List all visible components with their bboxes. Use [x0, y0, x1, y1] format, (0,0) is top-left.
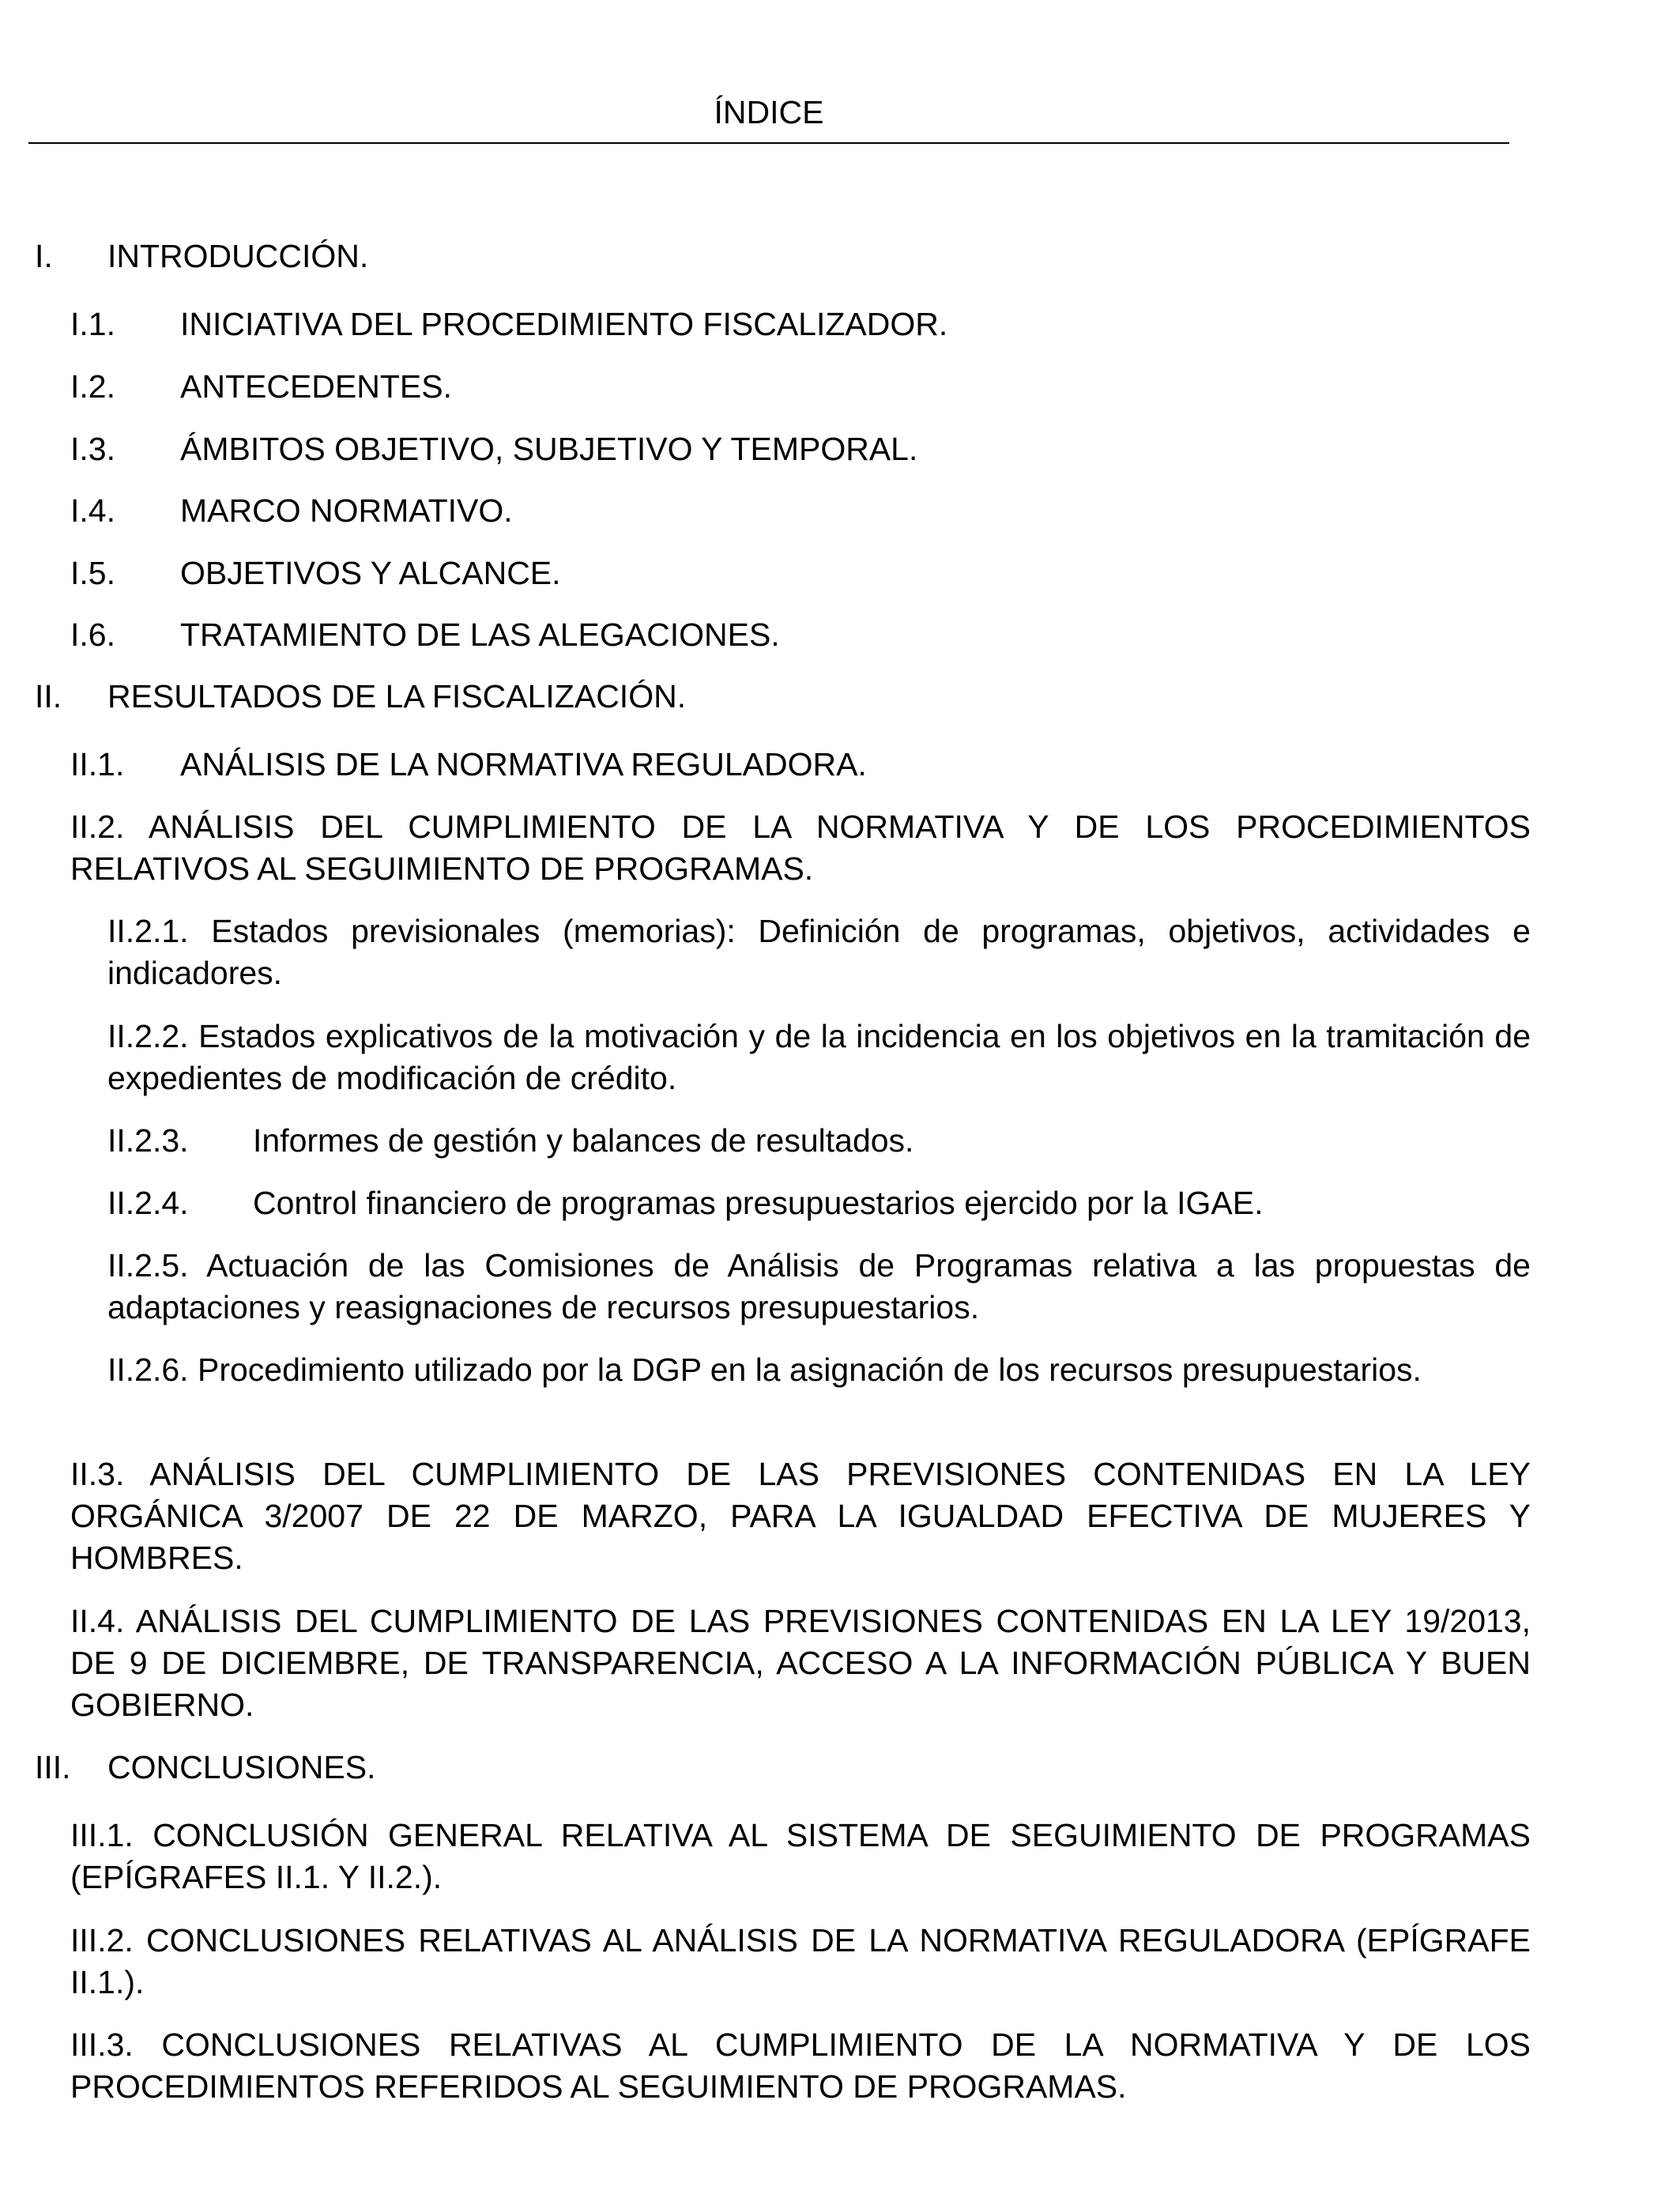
toc-entry-number: I.1. — [70, 306, 115, 342]
toc-entry-i-3[interactable] — [70, 428, 1531, 470]
toc-entry-ii-2-4[interactable] — [107, 1182, 1531, 1224]
toc-entry-ii-2[interactable] — [70, 806, 1531, 890]
page-title: ÍNDICE — [714, 94, 824, 130]
toc-entry-ii-2-1[interactable] — [107, 910, 1531, 994]
toc-entry-number: II.4. — [70, 1603, 125, 1639]
toc-entry-title: ANÁLISIS DE LA NORMATIVA REGULADORA. — [180, 746, 867, 782]
toc-entry-number: I.3. — [70, 431, 115, 467]
toc-entry-title: INICIATIVA DEL PROCEDIMIENTO FISCALIZADOR. — [180, 306, 948, 342]
toc-entry-title: Actuación de las Comisiones de Análisis de Programas relativa a las propuestas de adaptaciones y reasignaciones de recursos presupuestarios. — [107, 1247, 1531, 1325]
toc-entry-ii-2-3[interactable] — [107, 1120, 1531, 1162]
toc-entry-number: II.2.1. — [107, 913, 189, 949]
toc-entry-i-5[interactable] — [70, 552, 1531, 594]
toc-entry-number: I. — [35, 238, 53, 274]
toc-entry-title: CONCLUSIONES. — [107, 1749, 376, 1785]
toc-entry-i-4[interactable] — [70, 490, 1531, 532]
toc-entry-number: II.2. — [70, 809, 125, 845]
toc-entry-ii-1[interactable] — [70, 744, 1531, 786]
toc-entry-number: III. — [35, 1749, 71, 1785]
toc-entry-title: TRATAMIENTO DE LAS ALEGACIONES. — [180, 616, 780, 653]
toc-entry-i-2[interactable] — [70, 366, 1531, 408]
toc-entry-title: MARCO NORMATIVO. — [180, 492, 513, 529]
toc-entry-number: II.3. — [70, 1456, 125, 1492]
toc-entry-ii-2-5[interactable] — [107, 1245, 1531, 1329]
toc-entry-number: III.1. — [70, 1817, 134, 1853]
toc-entry-number: II.2.4. — [107, 1185, 189, 1221]
toc-entry-number: II.1. — [70, 746, 125, 782]
toc-entry-title: ANÁLISIS DEL CUMPLIMIENTO DE LAS PREVISIONES CONTENIDAS EN LA LEY ORGÁNICA 3/2007 DE 22 DE MARZO, PARA LA IGUALDAD EFECTIVA DE MUJERES Y HOMBRES. — [70, 1456, 1531, 1576]
toc-entry-conclusiones[interactable] — [35, 1747, 1528, 1789]
toc-entry-title: CONCLUSIONES RELATIVAS AL CUMPLIMIENTO DE LA NORMATIVA Y DE LOS PROCEDIMIENTOS REFERIDOS AL SEGUIMIENTO DE PROGRAMAS. — [70, 2026, 1531, 2105]
toc-entry-number: III.3. — [70, 2026, 134, 2063]
toc-entry-title: OBJETIVOS Y ALCANCE. — [180, 555, 561, 591]
toc-entry-iii-2[interactable] — [70, 1920, 1531, 2004]
toc-entry-number: I.5. — [70, 555, 115, 591]
toc-entry-ii-4[interactable] — [70, 1600, 1531, 1726]
toc-entry-number: I.2. — [70, 368, 115, 405]
toc-entry-number: II.2.2. — [107, 1018, 189, 1054]
toc-entry-ii-3[interactable] — [70, 1453, 1531, 1579]
toc-entry-title: ANTECEDENTES. — [180, 368, 452, 405]
toc-entry-title: INTRODUCCIÓN. — [107, 238, 369, 274]
toc-entry-number: II. — [35, 678, 62, 714]
toc-entry-number: II.2.3. — [107, 1122, 189, 1159]
toc-entry-introduccion[interactable] — [35, 236, 1528, 277]
toc-entry-title: RESULTADOS DE LA FISCALIZACIÓN. — [107, 678, 687, 714]
toc-entry-i-6[interactable] — [70, 614, 1531, 656]
toc-entry-iii-3[interactable] — [70, 2024, 1531, 2108]
toc-entry-ii-2-6[interactable] — [107, 1349, 1531, 1391]
toc-entry-number: III.2. — [70, 1922, 134, 1958]
toc-entry-title: Procedimiento utilizado por la DGP en la asignación de los recursos presupuestarios. — [197, 1351, 1422, 1388]
toc-entry-title: Estados explicativos de la motivación y de la incidencia en los objetivos en la tramitación de expedientes de modificación de crédito. — [107, 1018, 1531, 1096]
toc-entry-number: I.4. — [70, 492, 115, 529]
toc-entry-title: ANÁLISIS DEL CUMPLIMIENTO DE LA NORMATIVA Y DE LOS PROCEDIMIENTOS RELATIVOS AL SEGUIMIENTO DE PROGRAMAS. — [70, 809, 1531, 887]
toc-entry-i-1[interactable] — [70, 303, 1531, 345]
toc-entry-title: Control financiero de programas presupuestarios ejercido por la IGAE. — [253, 1185, 1264, 1221]
toc-entry-number: II.2.6. — [107, 1351, 189, 1388]
toc-entry-title: ÁMBITOS OBJETIVO, SUBJETIVO Y TEMPORAL. — [180, 431, 918, 467]
toc-entry-number: II.2.5. — [107, 1247, 189, 1284]
toc-entry-ii-2-2[interactable] — [107, 1016, 1531, 1099]
toc-entry-title: CONCLUSIÓN GENERAL RELATIVA AL SISTEMA DE SEGUIMIENTO DE PROGRAMAS (EPÍGRAFES II.1. Y II.2.). — [70, 1817, 1531, 1895]
toc-entry-iii-1[interactable] — [70, 1815, 1531, 1898]
toc-entry-title: Informes de gestión y balances de resultados. — [253, 1122, 914, 1159]
toc-entry-title: CONCLUSIONES RELATIVAS AL ANÁLISIS DE LA NORMATIVA REGULADORA (EPÍGRAFE II.1.). — [70, 1922, 1531, 2000]
toc-entry-title: Estados previsionales (memorias): Definición de programas, objetivos, actividades e indicadores. — [107, 913, 1531, 991]
toc-entry-resultados[interactable] — [35, 676, 1528, 718]
toc-entry-title: ANÁLISIS DEL CUMPLIMIENTO DE LAS PREVISIONES CONTENIDAS EN LA LEY 19/2013, DE 9 DE DICIEMBRE, DE TRANSPARENCIA, ACCESO A LA INFORMACIÓN PÚBLICA Y BUEN GOBIERNO. — [70, 1603, 1531, 1723]
title-divider — [28, 142, 1509, 144]
toc-entry-number: I.6. — [70, 616, 115, 653]
